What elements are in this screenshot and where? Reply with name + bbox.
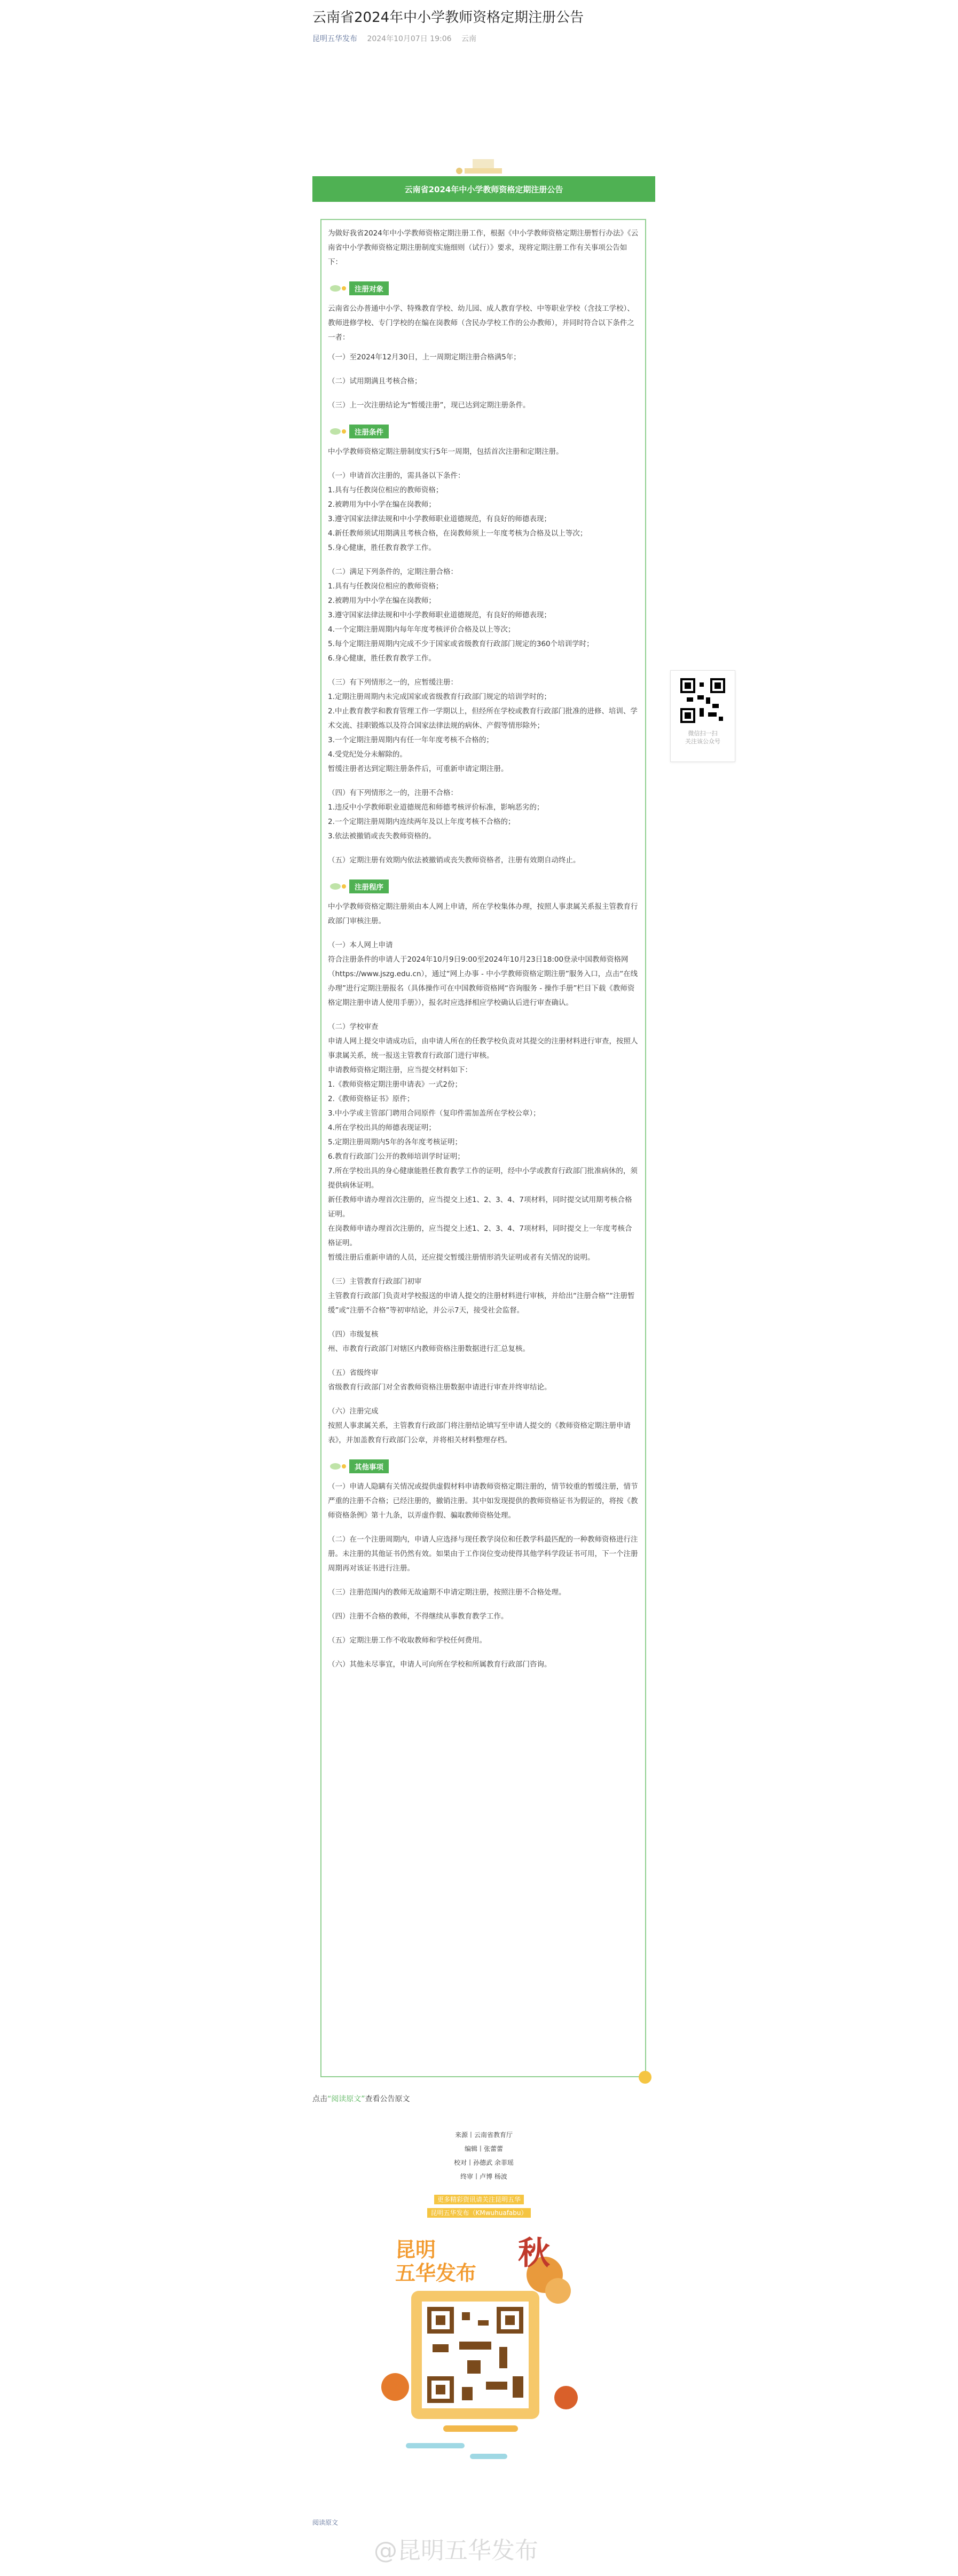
s2-c-title: （三）有下列情形之一的，应暂缓注册： <box>328 678 458 687</box>
s1-cond-1: （一）至2024年12月30日，上一周期定期注册合格满5年； <box>328 353 521 362</box>
article-meta <box>312 33 484 44</box>
list-item: 暂缓注册者达到定期注册条件后，可重新申请定期注册。 <box>328 765 508 773</box>
section-leaf-icon <box>328 282 349 295</box>
list-item: 申请教师资格定期注册，应当提交材料如下： <box>328 1066 472 1074</box>
yellow-tagline-1 <box>0 2195 958 2204</box>
s2-b-title: （二）满足下列条件的，定期注册合格： <box>328 568 458 576</box>
credit-editor: 编辑丨张蕾蕾 <box>464 2145 503 2153</box>
author-link[interactable]: 昆明五华发布 <box>312 35 357 43</box>
list-item: 2.《教师资格证书》原件； <box>328 1095 414 1103</box>
section-leaf-icon <box>328 880 349 893</box>
section-label: 注册条件 <box>349 425 389 438</box>
s4-p1: （一）申请人隐瞒有关情况或提供虚假材料申请教师资格定期注册的，情节较重的暂缓注册，情节严重的注册不合格；已经注册的，撤销注册。其中如发现提供的教师资格证书为假证的，将按《教师资格条例》第十九条，以弄虚作假、骗取教师资格处理。 <box>328 1482 638 1520</box>
s3-a-title: （一）本人网上申请 <box>328 941 393 949</box>
list-item: 2.被聘用为中小学在编在岗教师； <box>328 596 436 605</box>
list-item: 2.被聘用为中小学在编在岗教师； <box>328 500 436 509</box>
list-item: 1.具有与任教岗位相应的教师资格； <box>328 582 443 591</box>
list-item: 新任教师申请办理首次注册的，应当提交上述1、2、3、4、7项材料，同时提交试用期考核合格证明。 <box>328 1196 632 1219</box>
list-item: 1.《教师资格定期注册申请表》一式2份； <box>328 1080 462 1089</box>
section-label: 注册程序 <box>349 879 389 893</box>
poster-text-2: 五华发布 <box>395 2261 477 2285</box>
footer-read-original-link[interactable]: 阅读原文 <box>312 2519 339 2526</box>
yellow-tagline-text: 更多精彩资讯请关注昆明五华 <box>434 2195 524 2204</box>
s2-a-title: （一）申请首次注册的，需具备以下条件： <box>328 472 465 480</box>
side-qr-panel <box>670 670 735 762</box>
section-leaf-icon <box>328 425 349 438</box>
s2-d-title: （四）有下列情形之一的，注册不合格： <box>328 789 458 797</box>
s3-b-title: （二）学校审查 <box>328 1023 379 1031</box>
list-item: 3.遵守国家法律法规和中小学教师职业道德规范，有良好的师德表现； <box>328 611 551 619</box>
list-item: 1.定期注册周期内未完成国家或省级教育行政部门规定的培训学时的； <box>328 693 551 701</box>
section-header-s2 <box>328 425 639 438</box>
section-label: 其他事项 <box>349 1459 389 1473</box>
yellow-tagline-text: 昆明五华发布（KMwuhuafabu） <box>427 2208 530 2218</box>
read-original-hint <box>312 2093 410 2104</box>
section-header-s1 <box>328 281 639 295</box>
list-item: 3.依法被撤销或丧失教师资格的。 <box>328 832 436 841</box>
section-label: 注册对象 <box>349 281 389 295</box>
poster-autumn-char: 秋 <box>518 2235 550 2272</box>
yellow-tagline-2 <box>0 2208 958 2217</box>
publish-date: 2024年10月07日 19:06 <box>367 35 452 43</box>
s3-a-text: 符合注册条件的申请人于2024年10月9日9:00至2024年10月23日18:00登录中国教师资格网（https://www.jszg.edu.cn），通过“网上办事 - 中小学教师资格定期注册”服务入口，点击“在线办理”进行定期注册报名（具体操作可在中国教师资格网“咨询服务 - 操作手册”栏目下载《教师资格定期注册申请人使用手册》），报名时应选择相应学校确认后进行审查确认。 <box>328 955 638 1007</box>
section-header-s3 <box>328 879 639 893</box>
s3-f-title: （六）注册完成 <box>328 1407 379 1416</box>
s3-d-title: （四）市级复核 <box>328 1330 379 1339</box>
s1-cond-3: （三）上一次注册结论为“暂缓注册”，现已达到定期注册条件。 <box>328 401 530 410</box>
s4-p2: （二）在一个注册周期内，申请人应选择与现任教学岗位和任教学科最匹配的一种教师资格进行注册。未注册的其他证书仍然有效。如果由于工作岗位变动使得其他学科学段证书可用，下一个注册周期再对该证书进行注册。 <box>328 1535 638 1573</box>
follow-qr-poster <box>374 2227 587 2462</box>
s4-p5: （五）定期注册工作不收取教师和学校任何费用。 <box>328 1636 486 1645</box>
announcement-banner: 云南省2024年中小学教师资格定期注册公告 <box>312 176 655 202</box>
list-item: 3.一个定期注册周期内有任一年年度考核不合格的； <box>328 736 493 744</box>
list-item: 5.身心健康，胜任教育教学工作。 <box>328 544 436 552</box>
credit-source: 来源丨云南省教育厅 <box>454 2131 513 2139</box>
list-item: 4.所在学校出具的师德表现证明； <box>328 1124 436 1132</box>
article-title: 云南省2024年中小学教师资格定期注册公告 <box>312 10 584 26</box>
list-item: 3.中小学或主管部门聘用合同原件（复印件需加盖所在学校公章）； <box>328 1109 540 1118</box>
s4-p4: （四）注册不合格的教师，不得继续从事教育教学工作。 <box>328 1612 508 1621</box>
list-item: 4.新任教师须试用期满且考核合格，在岗教师须上一年度考核为合格及以上等次； <box>328 529 587 538</box>
list-item: 5.定期注册周期内5年的各年度考核证明； <box>328 1138 462 1146</box>
list-item: 5.每个定期注册周期内完成不少于国家或省级教育行政部门规定的360个培训学时； <box>328 640 594 648</box>
s3-e-title: （五）省级终审 <box>328 1369 379 1377</box>
list-item: 1.违反中小学教师职业道德规范和师德考核评价标准，影响恶劣的； <box>328 803 544 812</box>
s3-d-text: 州、市教育行政部门对辖区内教师资格注册数据进行汇总复核。 <box>328 1345 530 1353</box>
list-item: 6.教育行政部门公开的教师培训学时证明； <box>328 1152 465 1161</box>
poster-text-1: 昆明 <box>395 2238 436 2261</box>
s2-text: 中小学教师资格定期注册制度实行5年一周期，包括首次注册和定期注册。 <box>328 447 563 456</box>
list-item: 在岗教师申请办理首次注册的，应当提交上述1、2、3、4、7项材料，同时提交上一年度考核合格证明。 <box>328 1224 632 1247</box>
list-item: 暂缓注册后重新申请的人员，还应提交暂缓注册情形消失证明或者有关情况的说明。 <box>328 1253 595 1262</box>
list-item: 1.具有与任教岗位相应的教师资格； <box>328 486 443 494</box>
s4-p6: （六）其他未尽事宜，申请人可向所在学校和所属教育行政部门咨询。 <box>328 1660 552 1669</box>
intro-text: 为做好我省2024年中小学教师资格定期注册工作，根据《中小学教师资格定期注册暂行办法》《云南省中小学教师资格定期注册制度实施细则（试行）》要求，现将定期注册工作有关事项公告如下： <box>328 229 639 266</box>
s2-e-text: （五）定期注册有效期内依法被撤销或丧失教师资格者，注册有效期自动终止。 <box>328 856 580 865</box>
read-original-suffix: 查看公告原文 <box>365 2095 410 2103</box>
section-leaf-icon <box>328 1460 349 1473</box>
s4-p3: （三）注册范围内的教师无故逾期不申请定期注册，按照注册不合格处理。 <box>328 1588 566 1597</box>
s3-c-text: 主管教育行政部门负责对学校报送的申请人提交的注册材料进行审核，并给出“注册合格”“注册暂缓”或“注册不合格”等初审结论，并公示7天，接受社会监督。 <box>328 1292 635 1315</box>
read-original-prefix: 点击 <box>312 2095 327 2103</box>
list-item: 4.一个定期注册周期内每年年度考核评价合格及以上等次； <box>328 625 515 634</box>
announcement-content <box>320 219 646 2077</box>
content-corner-dot <box>639 2071 651 2084</box>
credit-proof: 校对丨孙德武 余菲瑶 <box>454 2159 514 2166</box>
s3-text: 中小学教师资格定期注册须由本人网上申请，所在学校集体办理，按照人事隶属关系报主管教育行政部门审核注册。 <box>328 902 638 925</box>
qr-code-icon <box>680 678 725 723</box>
watermark: @昆明五华发布 <box>374 2537 538 2564</box>
qr-caption: 微信扫一扫 <box>688 730 718 737</box>
list-item: 申请人网上提交申请成功后，由申请人所在的任教学校负责对其提交的注册材料进行审查，按照人事隶属关系，统一报送主管教育行政部门进行审核。 <box>328 1037 638 1060</box>
credits <box>312 2128 655 2184</box>
list-item: 2.中止教育教学和教育管理工作一学期以上，但经所在学校或教育行政部门批准的进修、培训、学术交流、挂职锻炼以及符合国家法律法规的病休、产假等情形除外； <box>328 707 638 730</box>
s1-cond-2: （二）试用期满且考核合格； <box>328 377 422 386</box>
read-original-link[interactable]: “阅读原文” <box>327 2095 365 2103</box>
list-item: 6.身心健康，胜任教育教学工作。 <box>328 654 436 663</box>
s3-e-text: 省级教育行政部门对全省教师资格注册数据申请进行审查并终审结论。 <box>328 1383 552 1392</box>
s3-c-title: （三）主管教育行政部门初审 <box>328 1277 422 1286</box>
qr-caption: 关注该公众号 <box>685 738 720 745</box>
list-item: 2.一个定期注册周期内连续两年及以上年度考核不合格的； <box>328 818 515 826</box>
list-item: 3.遵守国家法律法规和中小学教师职业道德规范，有良好的师德表现； <box>328 515 551 523</box>
list-item: 7.所在学校出具的身心健康能胜任教育教学工作的证明，经中小学或教育行政部门批准病休的，须提供病休证明。 <box>328 1167 638 1190</box>
section-header-s4 <box>328 1459 639 1473</box>
publish-location: 云南 <box>461 35 476 43</box>
list-item: 4.受党纪处分未解除的。 <box>328 750 407 759</box>
s3-f-text: 按照人事隶属关系，主管教育行政部门将注册结论填写至申请人提交的《教师资格定期注册申请表》，并加盖教育行政部门公章，并将相关材料整理存档。 <box>328 1421 631 1444</box>
s1-text: 云南省公办普通中小学、特殊教育学校、幼儿园、成人教育学校、中等职业学校（含技工学校）、教师进修学校、专门学校的在编在岗教师（含民办学校工作的公办教师），并同时符合以下条件之一者： <box>328 304 634 342</box>
credit-review: 终审丨卢博 杨波 <box>460 2173 507 2180</box>
